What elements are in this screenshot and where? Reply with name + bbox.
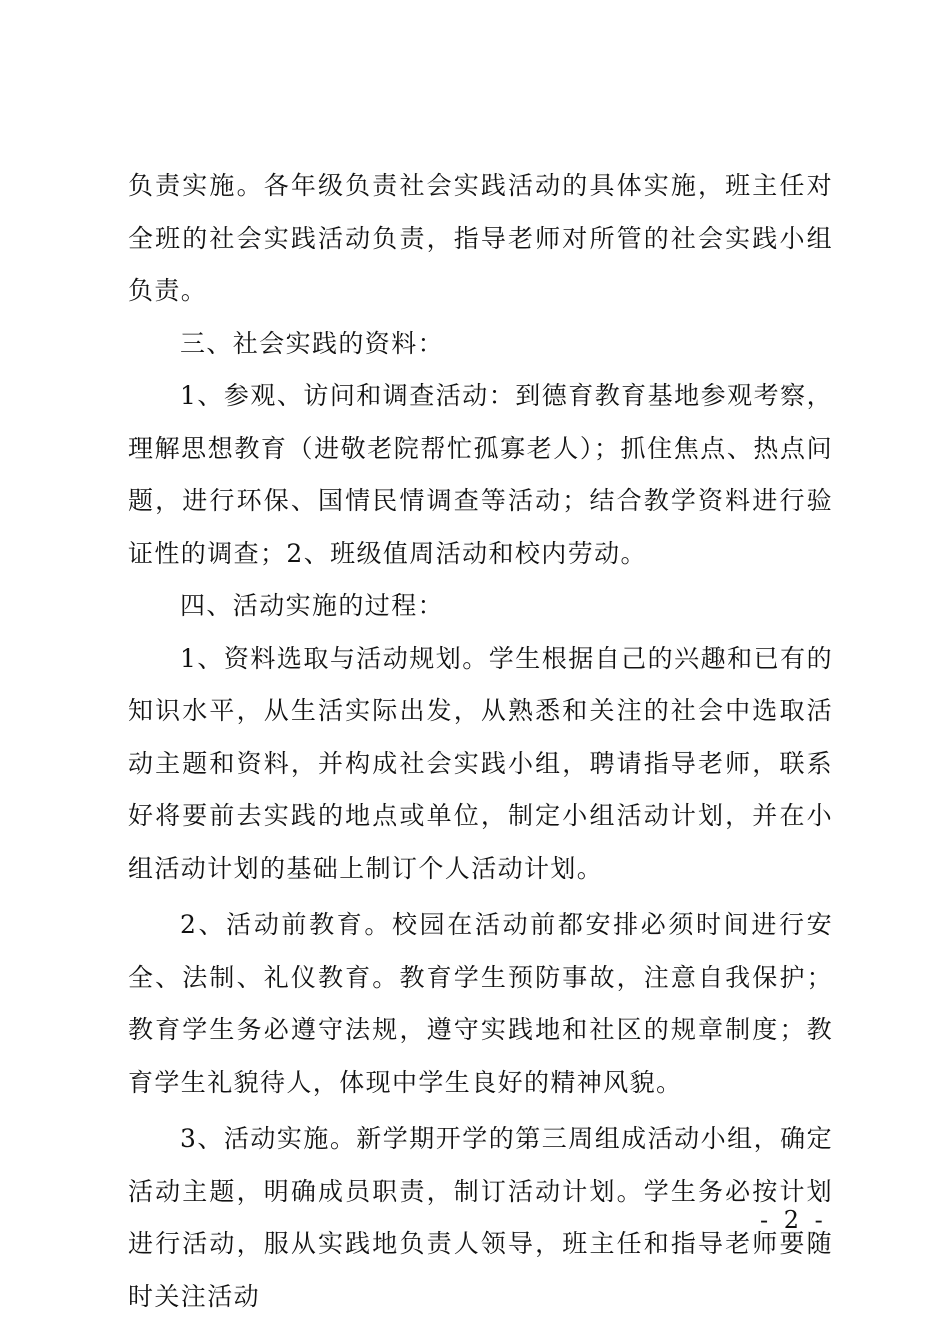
section-heading-four: 四、活动实施的过程： [180,591,445,620]
body-text [128,160,833,1323]
paragraph-activities: 1、参观、访问和调查活动：到德育教育基地参观考察，理解思想教育（进敬老院帮忙孤寡老人）；抓住焦点、热点问题，进行环保、国情民情调查等活动；结合教学资料进行验证性的调查；2、班级值周活动和校内劳动。 [128,381,833,568]
paragraph-planning: 1、资料选取与活动规划。学生根据自己的兴趣和已有的知识水平，从生活实际出发，从熟悉和关注的社会中选取活动主题和资料，并构成社会实践小组，聘请指导老师，联系好将要前去实践的地点或单位，制定小组活动计划，并在小组活动计划的基础上制订个人活动计划。 [128,643,833,883]
paragraph-pre-education: 2、活动前教育。校园在活动前都安排必须时间进行安全、法制、礼仪教育。教育学生预防事故，注意自我保护；教育学生务必遵守法规，遵守实践地和社区的规章制度；教育学生礼貌待人，体现中学生良好的精神风貌。 [128,910,833,1097]
page-number: - 2 - [760,1206,827,1234]
paragraph-continuation: 负责实施。各年级负责社会实践活动的具体实施，班主任对全班的社会实践活动负责，指导老师对所管的社会实践小组负责。 [128,171,833,305]
paragraph-implementation: 3、活动实施。新学期开学的第三周组成活动小组，确定活动主题，明确成员职责，制订活动计划。学生务必按计划进行活动，服从实践地负责人领导，班主任和指导老师要随时关注活动 [128,1124,833,1311]
section-heading-three: 三、社会实践的资料： [180,328,445,358]
